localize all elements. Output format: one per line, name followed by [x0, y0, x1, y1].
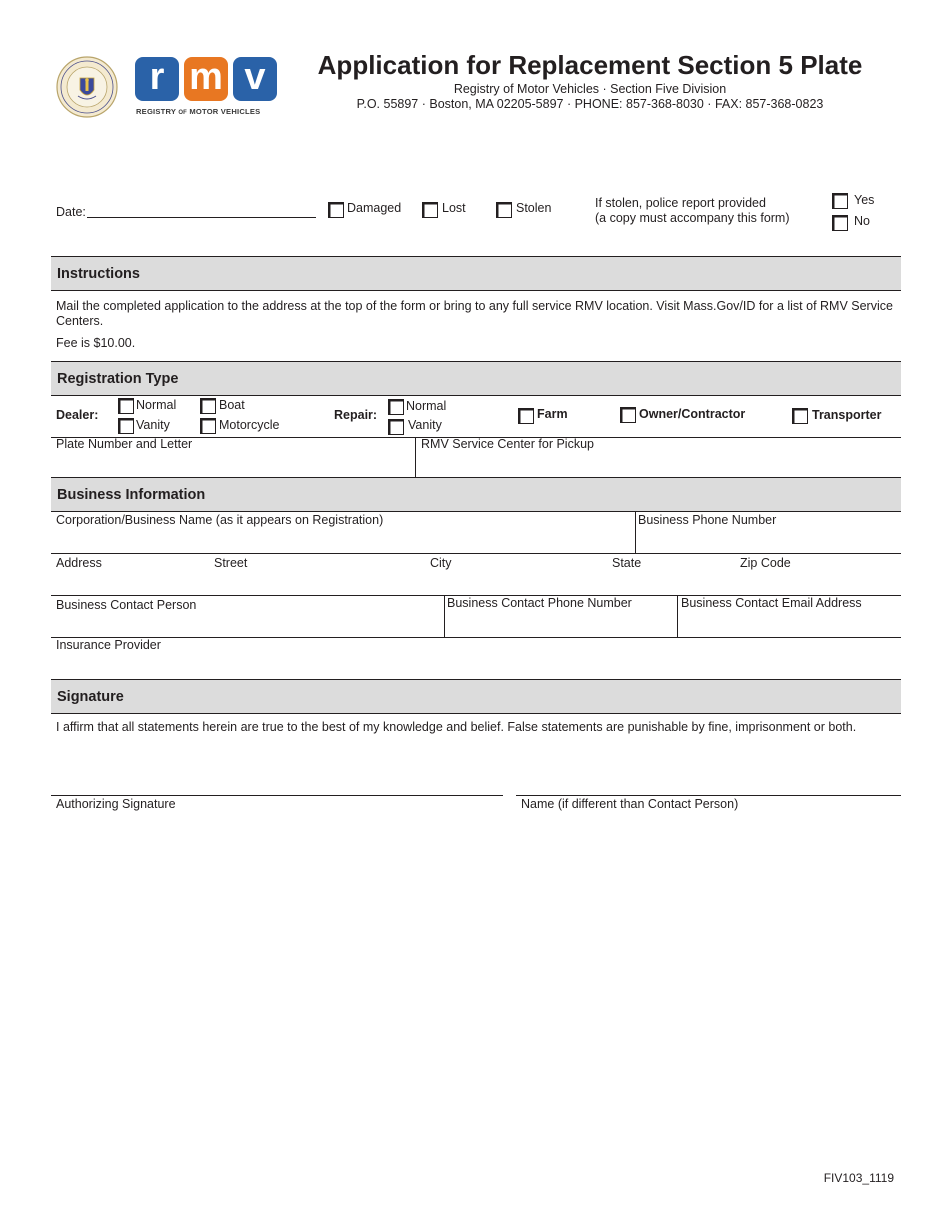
authorizing-signature-field[interactable] — [51, 795, 503, 796]
divider — [444, 595, 445, 637]
dealer-boat-checkbox[interactable] — [200, 398, 216, 414]
lost-label: Lost — [442, 201, 466, 215]
dealer-vanity-checkbox[interactable] — [118, 418, 134, 434]
divider — [635, 512, 636, 553]
registration-type-section-header — [51, 361, 901, 396]
repair-label: Repair: — [334, 408, 378, 422]
police-report-yes-checkbox[interactable] — [832, 193, 848, 209]
instructions-heading: Instructions — [57, 266, 140, 282]
repair-normal-checkbox[interactable] — [388, 399, 404, 415]
contact-person-label: Business Contact Person — [56, 598, 197, 612]
street-label: Street — [214, 556, 248, 570]
dealer-motorcycle-checkbox[interactable] — [200, 418, 216, 434]
lost-checkbox[interactable] — [422, 202, 438, 218]
stolen-checkbox[interactable] — [496, 202, 512, 218]
form-address: P.O. 55897 · Boston, MA 02205-5897 · PHONE: 857-368-8030 · FAX: 857-368-0823 — [356, 97, 824, 111]
divider — [51, 553, 901, 554]
city-label: City — [430, 556, 452, 570]
signature-section-header — [51, 679, 901, 714]
repair-vanity-checkbox[interactable] — [388, 419, 404, 435]
business-information-section-header — [51, 477, 901, 512]
fee-text: Fee is $10.00. — [56, 336, 136, 350]
form-subtitle: Registry of Motor Vehicles · Section Five Division — [453, 82, 727, 96]
dealer-vanity-label: Vanity — [136, 418, 170, 432]
form-title: Application for Replacement Section 5 Plate — [317, 50, 863, 80]
farm-checkbox[interactable] — [518, 408, 534, 424]
no-label: No — [854, 214, 870, 228]
signer-name-field[interactable] — [516, 795, 901, 796]
dealer-motorcycle-label: Motorcycle — [219, 418, 280, 432]
affirmation-text: I affirm that all statements herein are true to the best of my knowledge and belief. False statements are punishable by fine, imprisonment or both. — [56, 720, 857, 734]
dealer-label: Dealer: — [56, 408, 99, 422]
zip-code-label: Zip Code — [740, 556, 791, 570]
service-center-label: RMV Service Center for Pickup — [421, 437, 594, 451]
transporter-label: Transporter — [812, 408, 882, 422]
authorizing-signature-label: Authorizing Signature — [56, 797, 176, 811]
dealer-normal-checkbox[interactable] — [118, 398, 134, 414]
contact-email-label: Business Contact Email Address — [681, 596, 862, 610]
rmv-logo — [135, 57, 280, 119]
state-seal-icon — [56, 56, 118, 118]
dealer-normal-label: Normal — [136, 398, 177, 412]
transporter-checkbox[interactable] — [792, 408, 808, 424]
form-code: FIV103_1119 — [823, 1171, 894, 1185]
contact-phone-label: Business Contact Phone Number — [447, 596, 632, 610]
police-report-label: If stolen, police report provided — [595, 196, 766, 210]
rmv-logo-letter: v — [233, 57, 277, 101]
instructions-text: Mail the completed application to the address at the top of the form or bring to any full service RMV location. Visit Mass.Gov/ID for a list of RMV Service Centers. — [56, 299, 893, 328]
dealer-boat-label: Boat — [219, 398, 245, 412]
insurance-provider-label: Insurance Provider — [56, 638, 161, 652]
yes-label: Yes — [854, 193, 875, 207]
business-information-heading: Business Information — [57, 487, 206, 503]
divider — [677, 595, 678, 637]
damaged-label: Damaged — [347, 201, 402, 215]
instructions-section-header — [51, 256, 901, 291]
registration-type-heading: Registration Type — [57, 371, 179, 387]
signer-name-label: Name (if different than Contact Person) — [521, 797, 739, 811]
business-phone-label: Business Phone Number — [638, 513, 777, 527]
stolen-label: Stolen — [516, 201, 552, 215]
divider — [415, 437, 416, 477]
plate-number-label: Plate Number and Letter — [56, 437, 193, 451]
repair-normal-label: Normal — [406, 399, 447, 413]
signature-heading: Signature — [57, 689, 124, 705]
rmv-logo-subtext: REGISTRY OF MOTOR VEHICLES — [136, 107, 261, 116]
rmv-logo-letter: r — [135, 57, 179, 101]
date-label: Date: — [56, 205, 86, 219]
address-label: Address — [56, 556, 102, 570]
owner-contractor-label: Owner/Contractor — [639, 407, 746, 421]
owner-contractor-checkbox[interactable] — [620, 407, 636, 423]
rmv-logo-letter: m — [184, 57, 228, 101]
police-report-note: (a copy must accompany this form) — [595, 211, 790, 225]
divider — [51, 637, 901, 638]
police-report-no-checkbox[interactable] — [832, 215, 848, 231]
state-label: State — [612, 556, 642, 570]
damaged-checkbox[interactable] — [328, 202, 344, 218]
farm-label: Farm — [537, 407, 568, 421]
business-name-label: Corporation/Business Name (as it appears on Registration) — [56, 513, 384, 527]
date-field[interactable] — [87, 217, 316, 218]
repair-vanity-label: Vanity — [408, 418, 442, 432]
